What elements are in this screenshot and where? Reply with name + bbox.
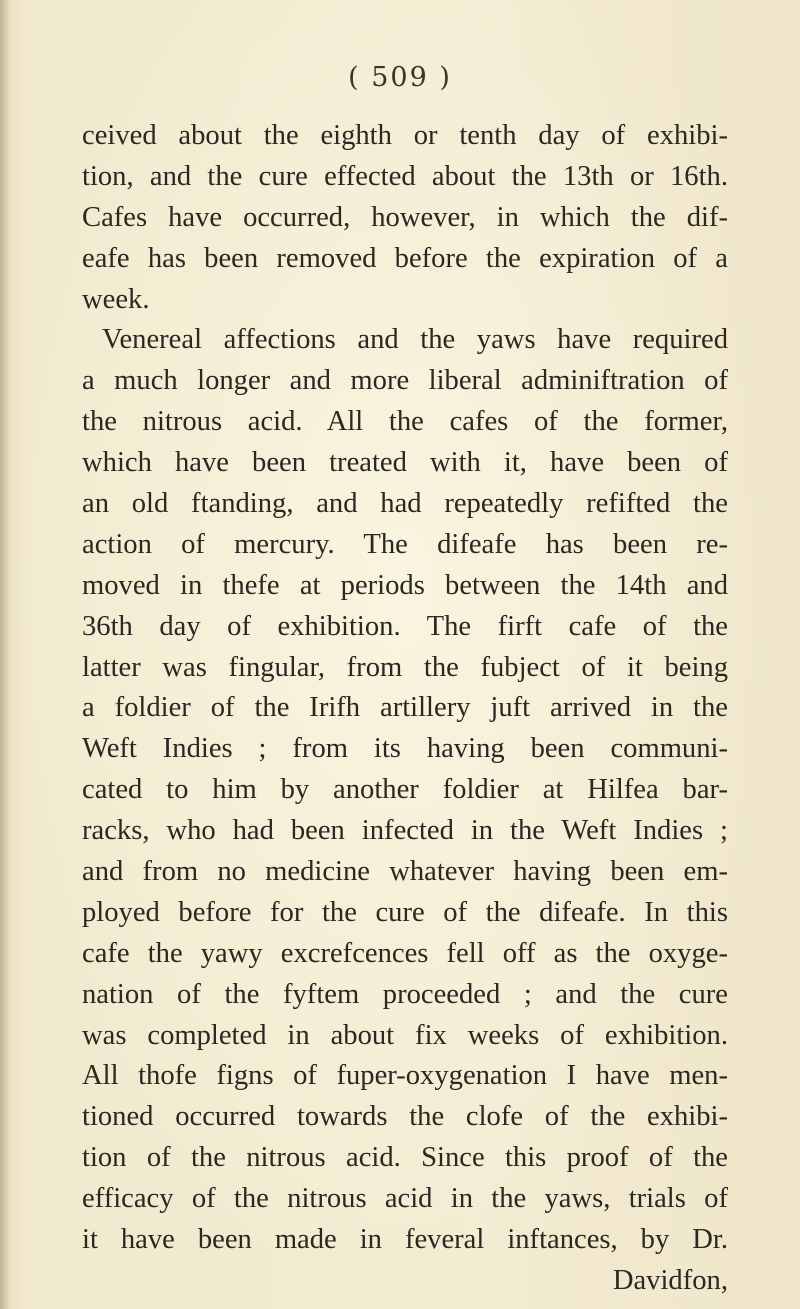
page-number-header: ( 509 ) <box>348 62 452 93</box>
text-line: ceived about the eighth or tenth day of exhibi- <box>82 120 728 151</box>
text-line: cated to him by another foldier at Hilfea bar- <box>82 774 728 806</box>
text-line: tioned occurred towards the clofe of the exhibi- <box>82 1101 728 1133</box>
text-line: latter was fingular, from the fubject of it being <box>82 651 728 683</box>
catchword-line: Davidfon, <box>612 1264 728 1296</box>
text-line: tion of the nitrous acid. Since this proof of the <box>82 1142 728 1174</box>
text-line: ployed before for the cure of the difeafe. In this <box>82 896 728 928</box>
text-line: racks, who had been infected in the Weft Indies ; <box>82 815 728 847</box>
text-line: action of mercury. The difeafe has been re- <box>82 528 728 560</box>
text-line: Venereal affections and the yaws have required <box>102 324 728 356</box>
text-line: and from no medicine whatever having been em- <box>82 856 728 888</box>
page-gutter-shadow <box>0 0 10 1309</box>
text-line: eafe has been removed before the expiration of a <box>82 242 728 274</box>
text-line: efficacy of the nitrous acid in the yaws, trials of <box>82 1183 728 1215</box>
text-line: the nitrous acid. All the cafes of the former, <box>82 406 728 438</box>
text-line: Cafes have occurred, however, in which the dif- <box>82 201 728 233</box>
text-line: cafe the yawy excrefcences fell off as the oxyge- <box>82 937 728 969</box>
text-line: Weft Indies ; from its having been communi- <box>82 733 728 765</box>
text-line: which have been treated with it, have been of <box>82 447 728 479</box>
text-line: an old ftanding, and had repeatedly refifted the <box>82 488 728 520</box>
text-line: 36th day of exhibition. The firft cafe of the <box>82 610 728 642</box>
text-line: All thofe figns of fuper-oxygenation I have men- <box>82 1060 728 1092</box>
text-line: a foldier of the Irifh artillery juft arrived in the <box>82 692 728 724</box>
text-line: week. <box>82 283 150 315</box>
text-line: a much longer and more liberal adminiftration of <box>82 365 728 397</box>
text-line: nation of the fyftem proceeded ; and the cure <box>82 978 728 1010</box>
text-line: tion, and the cure effected about the 13th or 16th. <box>82 160 728 192</box>
text-line: moved in thefe at periods between the 14th and <box>82 569 728 601</box>
text-line: was completed in about fix weeks of exhibition. <box>82 1019 728 1051</box>
text-line: it have been made in feveral inftances, by Dr. <box>82 1224 728 1256</box>
body-text <box>82 116 728 1302</box>
